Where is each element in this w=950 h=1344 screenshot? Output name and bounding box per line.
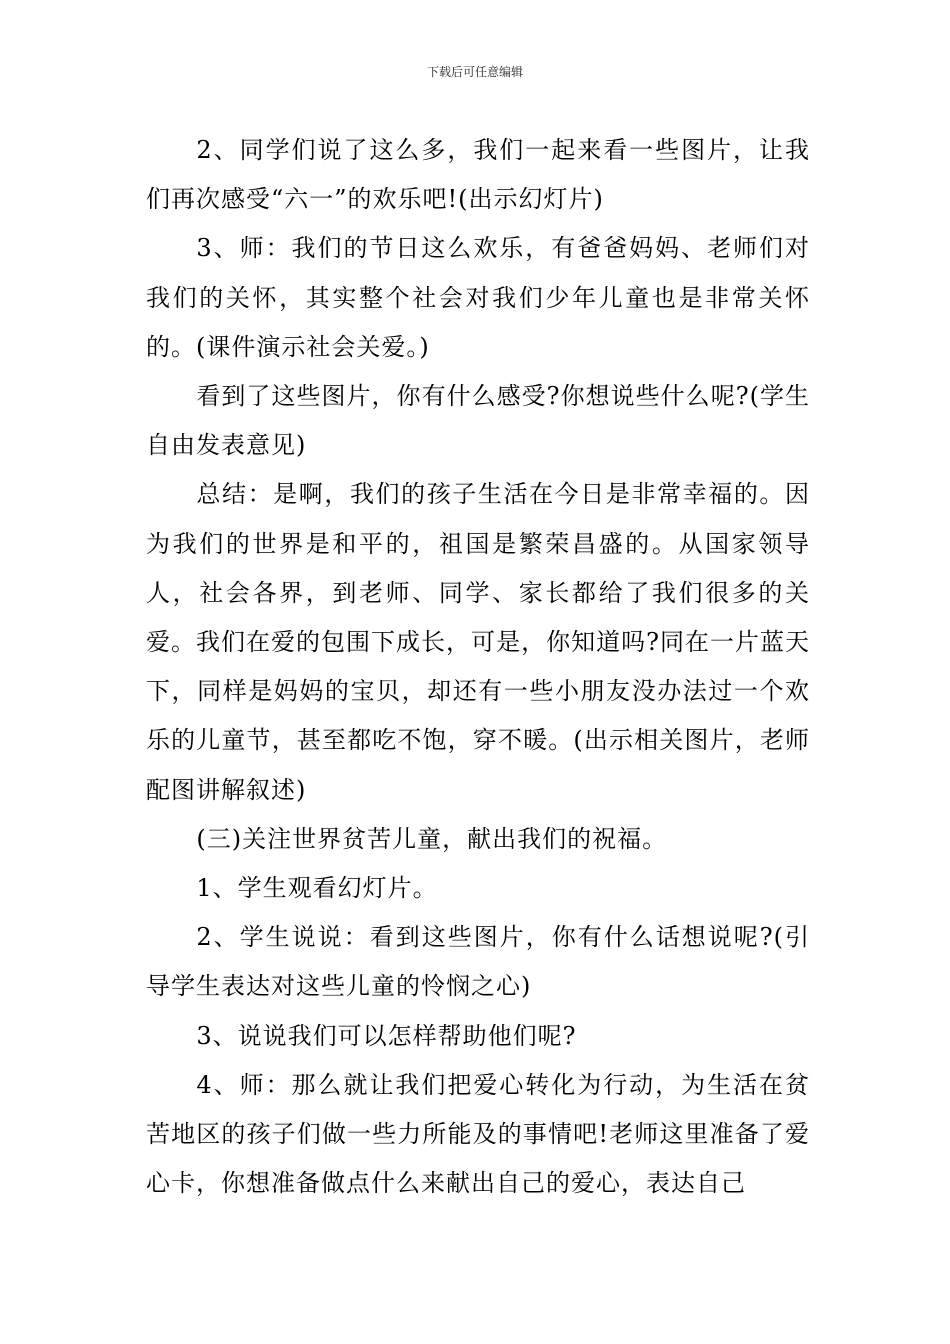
paragraph: 1、学生观看幻灯片。: [196, 874, 438, 903]
paragraph: 2、同学们说了这么多，我们一起来看一些图片，让我们再次感受“六一”的欢乐吧!(出示幻灯片): [146, 136, 810, 214]
paragraph: 3、说说我们可以怎样帮助他们呢?: [196, 1021, 577, 1050]
document-body: [146, 126, 810, 1208]
paragraph: 总结：是啊，我们的孩子生活在今日是非常幸福的。因为我们的世界是和平的，祖国是繁荣昌盛的。从国家领导人，社会各界，到老师、同学、家长都给了我们很多的关爱。我们在爱的包围下成长，可是，你知道吗?同在一片蓝天下，同样是妈妈的宝贝，却还有一些小朋友没办法过一个欢乐的儿童节，甚至都吃不饱，穿不暖。(出示相关图片，老师配图讲解叙述): [146, 480, 810, 804]
paragraph: 看到了这些图片，你有什么感受?你想说些什么呢?(学生自由发表意见): [146, 382, 810, 460]
page-header: 下载后可任意编辑: [426, 65, 523, 79]
paragraph: 3、师：我们的节日这么欢乐，有爸爸妈妈、老师们对我们的关怀，其实整个社会对我们少年儿童也是非常关怀的。(课件演示社会关爱。): [146, 234, 810, 361]
paragraph: (三)关注世界贫苦儿童，献出我们的祝福。: [196, 824, 668, 853]
paragraph: 2、学生说说：看到这些图片，你有什么话想说呢?(引导学生表达对这些儿童的怜悯之心): [146, 923, 810, 1001]
paragraph: 4、师：那么就让我们把爱心转化为行动，为生活在贫苦地区的孩子们做一些力所能及的事情吧!老师这里准备了爱心卡，你想准备做点什么来献出自己的爱心，表达自己: [146, 1070, 810, 1198]
